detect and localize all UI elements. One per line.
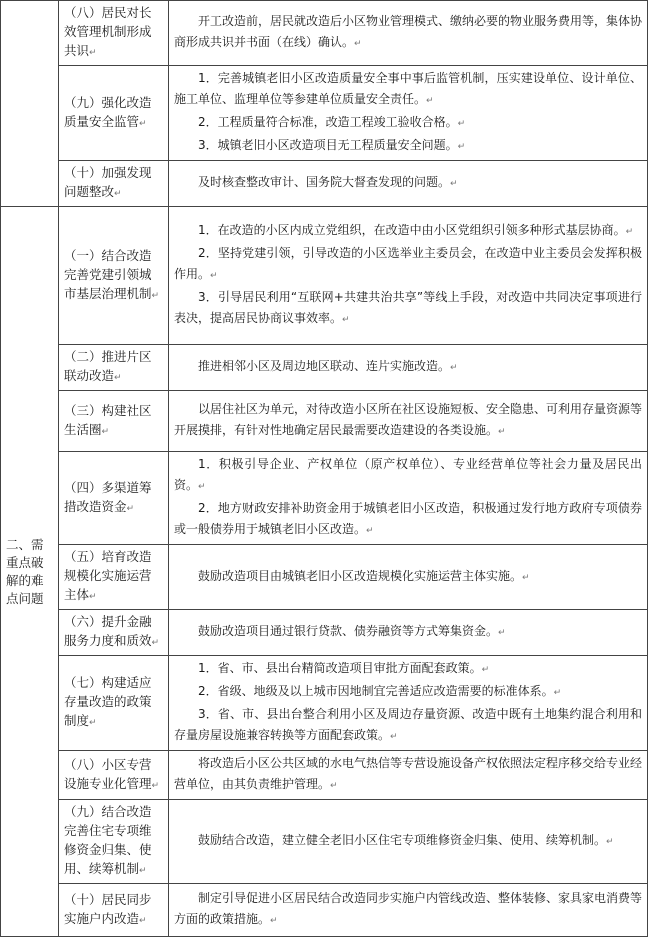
- paragraph-mark-icon: ↵: [625, 227, 634, 237]
- item-title: [59, 452, 169, 545]
- table-body: [1, 1, 648, 937]
- item-title: [59, 1, 169, 66]
- content-paragraph-text: 2．地方财政安排补助资金用于城镇老旧小区改造，积极通过发行地方政府专项债券或一般债券用于城镇老旧小区改造。: [174, 501, 642, 536]
- content-paragraph: [174, 243, 642, 287]
- item-content: [169, 452, 648, 545]
- item-content: [169, 610, 648, 656]
- content-paragraph: [174, 399, 642, 443]
- paragraph-mark-icon: ↵: [390, 732, 398, 742]
- item-title-text: （九）结合改造完善住宅专项维修资金归集、使用、续筹机制: [64, 804, 152, 876]
- item-content: [169, 884, 648, 937]
- content-paragraph: [174, 498, 642, 542]
- item-title-text: （六）提升金融服务力度和质效: [64, 614, 152, 648]
- paragraph-mark-icon: ↵: [89, 592, 97, 602]
- item-content: [169, 391, 648, 452]
- section-label: 二、需重点破解的难点问题: [1, 207, 59, 937]
- content-paragraph: [174, 753, 642, 797]
- content-paragraph: [174, 356, 642, 379]
- content-paragraph: [174, 888, 642, 932]
- content-paragraph: [174, 681, 642, 704]
- item-title: [59, 391, 169, 452]
- content-paragraph-text: 制定引导促进小区居民结合改造同步实施户内管线改造、整体装修、家具家电消费等方面的政策措施。: [174, 891, 643, 926]
- table-row: [1, 545, 648, 610]
- content-paragraph: [174, 658, 642, 681]
- table-row: [1, 207, 648, 345]
- item-title: [59, 800, 169, 884]
- content-paragraph: [174, 11, 642, 55]
- paragraph-mark-icon: ↵: [210, 271, 218, 281]
- item-title: [59, 545, 169, 610]
- item-title: [59, 751, 169, 800]
- content-paragraph: [174, 830, 642, 853]
- paragraph-mark-icon: ↵: [450, 179, 458, 189]
- paragraph-mark-icon: ↵: [151, 638, 160, 648]
- item-content: [169, 345, 648, 391]
- content-paragraph-text: 以居住社区为单元，对待改造小区所在社区设施短板、安全隐患、可利用存量资源等开展摸排，有针对性地确定居民最需要改造建设的各类设施。: [174, 402, 643, 437]
- item-title: [59, 207, 169, 345]
- content-paragraph-text: 3．城镇老旧小区改造项目无工程质量安全问题。: [198, 138, 458, 152]
- table-row: [1, 656, 648, 751]
- item-content: [169, 656, 648, 751]
- table-row: [1, 800, 648, 884]
- content-paragraph-text: 鼓励改造项目通过银行贷款、债券融资等方式筹集资金。: [198, 624, 499, 638]
- table-row: [1, 161, 648, 207]
- item-title-text: （八）居民对长效管理机制形成共识: [64, 5, 152, 58]
- content-paragraph: [174, 68, 642, 112]
- content-paragraph-text: 3．省、市、县出台整合利用小区及周边存量资源、改造中既有土地集约混合利用和存量房屋设施兼容转换等方面配套政策。: [174, 707, 642, 742]
- paragraph-mark-icon: ↵: [114, 373, 122, 383]
- item-title-text: （十）居民同步实施户内改造: [64, 891, 152, 926]
- paragraph-mark-icon: ↵: [498, 628, 506, 638]
- paragraph-mark-icon: ↵: [151, 780, 160, 791]
- content-paragraph-text: 2．省级、地级及以上城市因地制宜完善适应改造需要的标准体系。: [198, 684, 554, 698]
- item-title: [59, 884, 169, 937]
- content-paragraph-text: 及时核查整改审计、国务院大督查发现的问题。: [198, 175, 451, 189]
- item-title-text: （二）推进片区联动改造: [64, 349, 152, 383]
- section-label: [1, 1, 59, 207]
- item-content: [169, 545, 648, 610]
- paragraph-mark-icon: ↵: [606, 837, 614, 847]
- paragraph-mark-icon: ↵: [450, 363, 458, 373]
- paragraph-mark-icon: ↵: [342, 315, 350, 325]
- table-row: [1, 610, 648, 656]
- item-content: [169, 66, 648, 161]
- content-paragraph-text: 鼓励改造项目由城镇老旧小区改造规模化实施运营主体实施。: [198, 568, 523, 583]
- paragraph-mark-icon: ↵: [522, 572, 530, 583]
- content-paragraph-text: 推进相邻小区及周边地区联动、连片实施改造。: [198, 359, 451, 373]
- paragraph-mark-icon: ↵: [151, 290, 160, 301]
- paragraph-mark-icon: ↵: [457, 142, 466, 152]
- paragraph-mark-icon: ↵: [498, 427, 506, 437]
- item-title-text: （十）加强发现问题整改: [64, 165, 152, 199]
- paragraph-mark-icon: ↵: [330, 781, 338, 791]
- content-paragraph-text: 鼓励结合改造，建立健全老旧小区住宅专项维修资金归集、使用、续筹机制。: [198, 833, 607, 847]
- content-paragraph: [174, 112, 642, 135]
- item-title-text: （五）培育改造规模化实施运营主体: [64, 549, 152, 602]
- paragraph-mark-icon: ↵: [139, 118, 147, 129]
- paragraph-mark-icon: ↵: [366, 526, 374, 536]
- item-title-text: （八）小区专营设施专业化管理: [64, 756, 152, 791]
- content-paragraph: [174, 704, 642, 748]
- content-paragraph: [174, 621, 642, 644]
- table-row: [1, 751, 648, 800]
- item-title-text: （四）多渠道筹措改造资金: [64, 479, 152, 514]
- paragraph-mark-icon: ↵: [426, 96, 434, 106]
- item-title-text: （三）构建社区生活圈: [64, 402, 152, 437]
- content-paragraph-text: 1．积极引导企业、产权单位（原产权单位）、专业经营单位等社会力量及居民出资。: [174, 457, 642, 492]
- item-content: [169, 161, 648, 207]
- content-paragraph-text: 2．坚持党建引领，引导改造的小区选举业主委员会，在改造中业主委员会发挥积极作用。: [174, 246, 642, 281]
- item-title: [59, 345, 169, 391]
- item-title: [59, 66, 169, 161]
- paragraph-mark-icon: ↵: [126, 503, 135, 514]
- paragraph-mark-icon: ↵: [481, 665, 490, 675]
- content-paragraph: [174, 454, 642, 498]
- content-paragraph-text: 2．工程质量符合标准，改造工程竣工验收合格。: [198, 115, 458, 129]
- paragraph-mark-icon: ↵: [354, 39, 362, 49]
- content-paragraph: [174, 135, 642, 158]
- content-paragraph-text: 1．完善城镇老旧小区改造质量安全事中事后监管机制，压实建设单位、设计单位、施工单位、监理单位等参建单位质量安全责任。: [174, 71, 642, 106]
- content-paragraph: [174, 220, 642, 243]
- paragraph-mark-icon: ↵: [198, 482, 206, 492]
- item-title: [59, 161, 169, 207]
- paragraph-mark-icon: ↵: [553, 688, 562, 698]
- item-title-text: （一）结合改造完善党建引领城市基层治理机制: [64, 247, 152, 301]
- paragraph-mark-icon: ↵: [139, 866, 147, 876]
- paragraph-mark-icon: ↵: [114, 189, 122, 199]
- paragraph-mark-icon: ↵: [270, 916, 278, 926]
- item-title: [59, 656, 169, 751]
- paragraph-mark-icon: ↵: [139, 915, 147, 926]
- content-paragraph-text: 开工改造前，居民就改造后小区物业管理模式、缴纳必要的物业服务费用等，集体协商形成共识并书面（在线）确认。: [174, 14, 643, 49]
- item-content: [169, 751, 648, 800]
- content-paragraph: [174, 287, 642, 331]
- item-content: [169, 207, 648, 345]
- item-title-text: （七）构建适应存量改造的政策制度: [64, 675, 152, 728]
- table-row: [1, 452, 648, 545]
- item-title: [59, 610, 169, 656]
- paragraph-mark-icon: ↵: [89, 48, 97, 58]
- table-row: [1, 1, 648, 66]
- paragraph-mark-icon: ↵: [89, 718, 97, 728]
- table-row: [1, 345, 648, 391]
- paragraph-mark-icon: ↵: [101, 426, 110, 437]
- item-content: [169, 1, 648, 66]
- table-row: [1, 391, 648, 452]
- content-paragraph-text: 1．省、市、县出台精简改造项目审批方面配套政策。: [198, 661, 482, 675]
- table-row: [1, 66, 648, 161]
- item-title-text: （九）强化改造质量安全监管: [64, 94, 152, 129]
- item-content: [169, 800, 648, 884]
- table-row: [1, 884, 648, 937]
- content-paragraph-text: 3．引导居民利用“互联网+共建共治共享”等线上手段，对改造中共同决定事项进行表决，提高居民协商议事效率。: [174, 290, 642, 325]
- content-paragraph: [174, 172, 642, 195]
- content-paragraph: [174, 566, 642, 589]
- paragraph-mark-icon: ↵: [457, 119, 466, 129]
- content-paragraph-text: 将改造后小区公共区域的水电气热信等专营设施设备产权依照法定程序移交给专业经营单位，由其负责维护管理。: [174, 756, 643, 791]
- content-paragraph-text: 1．在改造的小区内成立党组织，在改造中由小区党组织引领多种形式基层协商。: [198, 223, 626, 237]
